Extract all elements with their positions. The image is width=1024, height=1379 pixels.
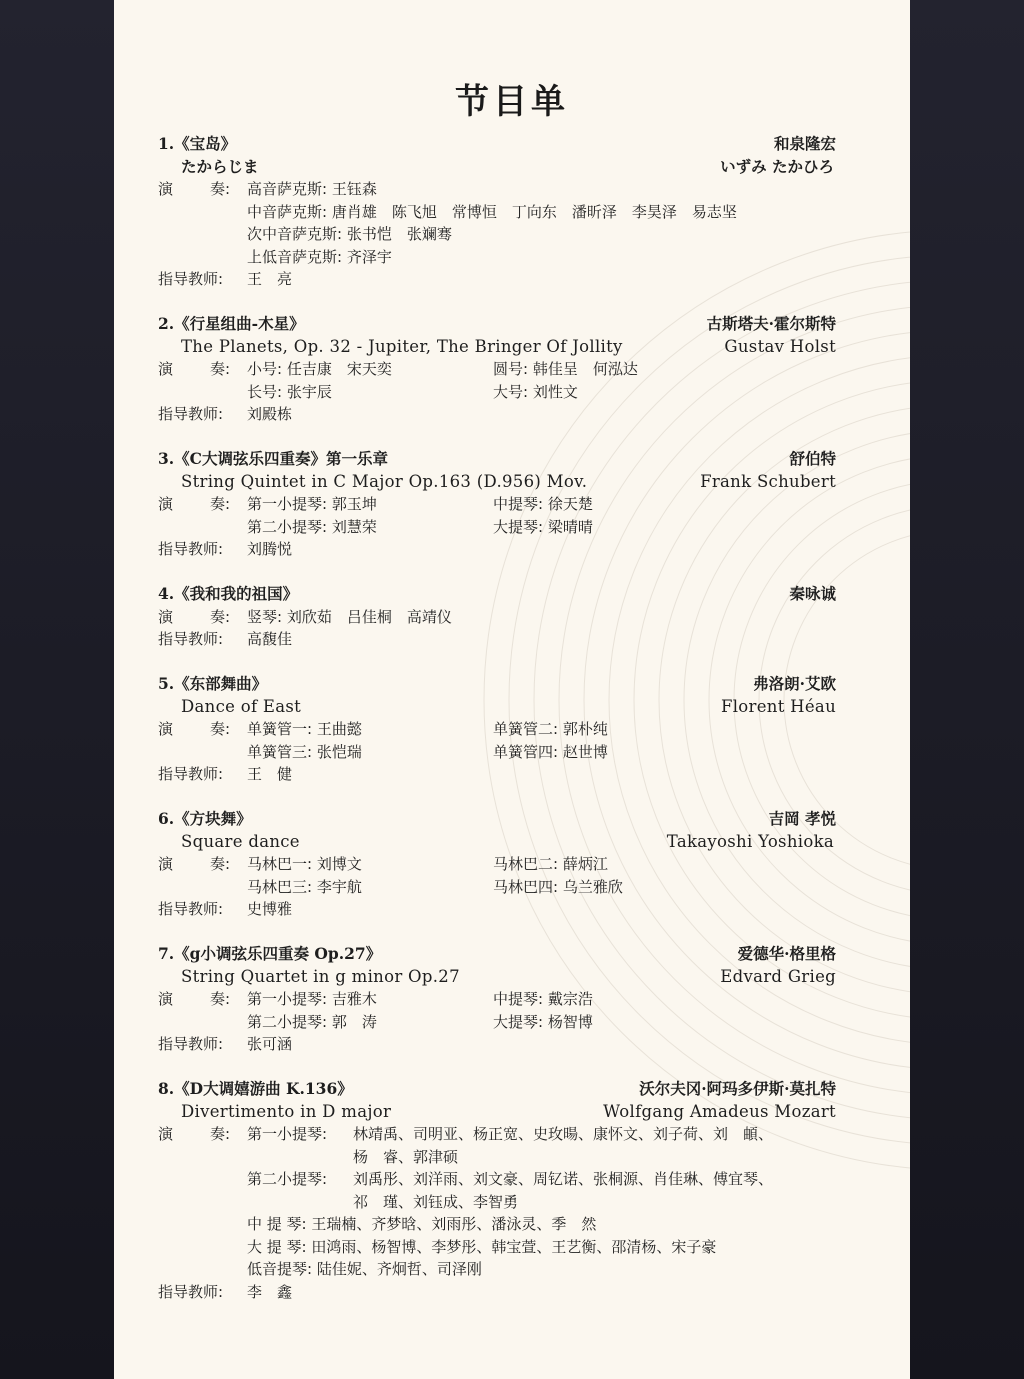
- teacher-name: 王 健: [247, 765, 293, 783]
- piece-title: 2.《行星组曲-木星》: [158, 314, 305, 333]
- teacher-name: 张可涵: [247, 1035, 293, 1053]
- composer-subtitle: Takayoshi Yoshioka: [666, 831, 834, 851]
- performer-line: 长号: 张宇辰: [247, 382, 332, 401]
- teacher-name: 高馥佳: [247, 630, 293, 648]
- teacher-label: 指导教师:: [158, 1282, 224, 1301]
- piece-title: 6.《方块舞》: [158, 809, 252, 828]
- performer-line: 马林巴三: 李宇航: [247, 877, 362, 896]
- teacher-label: 指导教师:: [158, 900, 224, 918]
- composer-name: 弗洛朗·艾欧: [753, 674, 836, 693]
- composer-subtitle: Edvard Grieg: [720, 966, 836, 986]
- performer-line: 林靖禹、司明亚、杨正宽、史玫暘、康怀文、刘子荷、刘 頔、: [353, 1125, 774, 1143]
- teacher-label: 指导教师:: [158, 540, 224, 558]
- program-item-8: [158, 1078, 836, 1303]
- performers-label: 演 奏:: [158, 360, 231, 378]
- piece-subtitle: String Quartet in g minor Op.27: [181, 966, 460, 986]
- performer-line: 马林巴四: 乌兰雅欣: [493, 877, 623, 896]
- performers-label: 演 奏:: [158, 855, 231, 873]
- performer-line: 单簧管一: 王曲懿: [247, 720, 362, 738]
- teacher-name: 刘腾悦: [247, 540, 293, 558]
- piece-subtitle: The Planets, Op. 32 - Jupiter, The Bringer Of Jollity: [181, 336, 623, 356]
- composer-subtitle: Frank Schubert: [700, 471, 836, 491]
- program-item-3: [158, 448, 836, 561]
- program-item-2: [158, 313, 836, 426]
- composer-name: 古斯塔夫·霍尔斯特: [706, 314, 836, 333]
- teacher-name: 刘殿栋: [247, 405, 293, 423]
- teacher-name: 李 鑫: [247, 1282, 293, 1301]
- composer-subtitle: Wolfgang Amadeus Mozart: [603, 1101, 836, 1121]
- performer-line: 单簧管二: 郭朴纯: [493, 720, 608, 738]
- performers-label: 演 奏:: [158, 180, 231, 198]
- performer-line: 小号: 任吉康 宋天奕: [247, 360, 392, 378]
- performer-line: 高音萨克斯: 王钰森: [247, 180, 377, 198]
- performer-line: 上低音萨克斯: 齐泽宇: [247, 247, 392, 266]
- performer-line: 大 提 琴: 田鸿雨、杨智博、李梦彤、韩宝萱、王艺衡、邵清杨、宋子豪: [247, 1237, 717, 1256]
- piece-title: 8.《D大调嬉游曲 K.136》: [158, 1079, 353, 1098]
- composer-subtitle: Gustav Holst: [724, 336, 836, 356]
- performer-line: 竖琴: 刘欣茹 吕佳桐 高靖仪: [247, 607, 452, 626]
- performers-label: 演 奏:: [158, 990, 231, 1008]
- performer-line: 第二小提琴: 郭 涛: [247, 1012, 377, 1031]
- left-dark-margin: [0, 0, 114, 1379]
- teacher-label: 指导教师:: [158, 405, 224, 423]
- performer-line: 杨 睿、郭津硕: [353, 1147, 459, 1166]
- composer-subtitle: いずみ たかひろ: [720, 156, 834, 176]
- composer-name: 吉岡 孝悦: [768, 809, 836, 828]
- performer-line: 祁 瑾、刘钰成、李智勇: [353, 1192, 519, 1211]
- program-item-4: [158, 583, 836, 651]
- piece-subtitle: Divertimento in D major: [181, 1101, 392, 1121]
- piece-title: 4.《我和我的祖国》: [158, 584, 299, 603]
- performer-line: 大号: 刘性文: [493, 382, 578, 401]
- performer-line: 圆号: 韩佳呈 何泓达: [493, 360, 638, 378]
- performer-line: 大提琴: 梁晴晴: [493, 517, 593, 536]
- performer-line: 单簧管三: 张恺瑞: [247, 742, 362, 761]
- teacher-label: 指导教师:: [158, 1035, 224, 1053]
- teacher-name: 王 亮: [247, 270, 293, 288]
- performer-line: 中 提 琴: 王瑞楠、齐梦晗、刘雨彤、潘泳灵、季 然: [247, 1215, 597, 1233]
- teacher-name: 史博雅: [247, 900, 293, 918]
- performer-line: 刘禹彤、刘洋雨、刘文豪、周钇诺、张桐源、肖佳琳、傅宜琴、: [353, 1170, 774, 1188]
- piece-title: 1.《宝岛》: [158, 134, 237, 153]
- piece-title: 5.《东部舞曲》: [158, 674, 268, 693]
- section-label: 第一小提琴:: [247, 1125, 328, 1143]
- performer-line: 第二小提琴: 刘慧荣: [247, 517, 377, 536]
- performer-line: 马林巴二: 薛炳江: [493, 855, 608, 873]
- section-label: 第二小提琴:: [247, 1170, 328, 1188]
- performer-line: 第一小提琴: 郭玉坤: [247, 495, 377, 513]
- composer-name: 和泉隆宏: [773, 134, 836, 153]
- piece-title: 3.《C大调弦乐四重奏》第一乐章: [158, 449, 389, 468]
- piece-subtitle: Square dance: [181, 831, 300, 851]
- performer-line: 马林巴一: 刘博文: [247, 855, 362, 873]
- teacher-label: 指导教师:: [158, 765, 224, 783]
- composer-name: 舒伯特: [789, 449, 836, 468]
- teacher-label: 指导教师:: [158, 270, 224, 288]
- performers-label: 演 奏:: [158, 495, 231, 513]
- program-item-6: [158, 808, 836, 921]
- page-title: 节目单: [455, 82, 569, 122]
- teacher-label: 指导教师:: [158, 630, 224, 648]
- performer-line: 中提琴: 徐天楚: [493, 495, 593, 513]
- piece-subtitle: String Quintet in C Major Op.163 (D.956) Mov.: [181, 471, 588, 491]
- program-item-5: [158, 673, 836, 786]
- performer-line: 低音提琴: 陆佳妮、齐炯哲、司泽刚: [247, 1260, 482, 1278]
- piece-subtitle: たからじま: [181, 156, 259, 176]
- composer-name: 秦咏诚: [789, 584, 836, 603]
- performer-line: 中音萨克斯: 唐肖雄 陈飞旭 常博恒 丁向东 潘昕泽 李昊泽 易志坚: [247, 202, 737, 221]
- piece-title: 7.《g小调弦乐四重奏 Op.27》: [158, 944, 382, 963]
- program-item-7: [158, 943, 836, 1056]
- program-sheet: [114, 0, 910, 1379]
- performer-line: 次中音萨克斯: 张书恺 张斓骞: [247, 225, 452, 243]
- right-dark-margin: [910, 0, 1024, 1379]
- performer-line: 大提琴: 杨智博: [493, 1012, 593, 1031]
- composer-name: 爱德华·格里格: [737, 944, 836, 963]
- performer-line: 第一小提琴: 吉雅木: [247, 990, 377, 1008]
- performers-label: 演 奏:: [158, 720, 231, 738]
- performer-line: 中提琴: 戴宗浩: [493, 990, 593, 1008]
- performers-label: 演 奏:: [158, 1125, 231, 1143]
- program-item-1: [158, 133, 836, 291]
- performers-label: 演 奏:: [158, 607, 231, 626]
- composer-subtitle: Florent Héau: [720, 696, 836, 716]
- piece-subtitle: Dance of East: [181, 696, 302, 716]
- composer-name: 沃尔夫冈·阿玛多伊斯·莫扎特: [639, 1079, 836, 1098]
- performer-line: 单簧管四: 赵世博: [493, 742, 608, 761]
